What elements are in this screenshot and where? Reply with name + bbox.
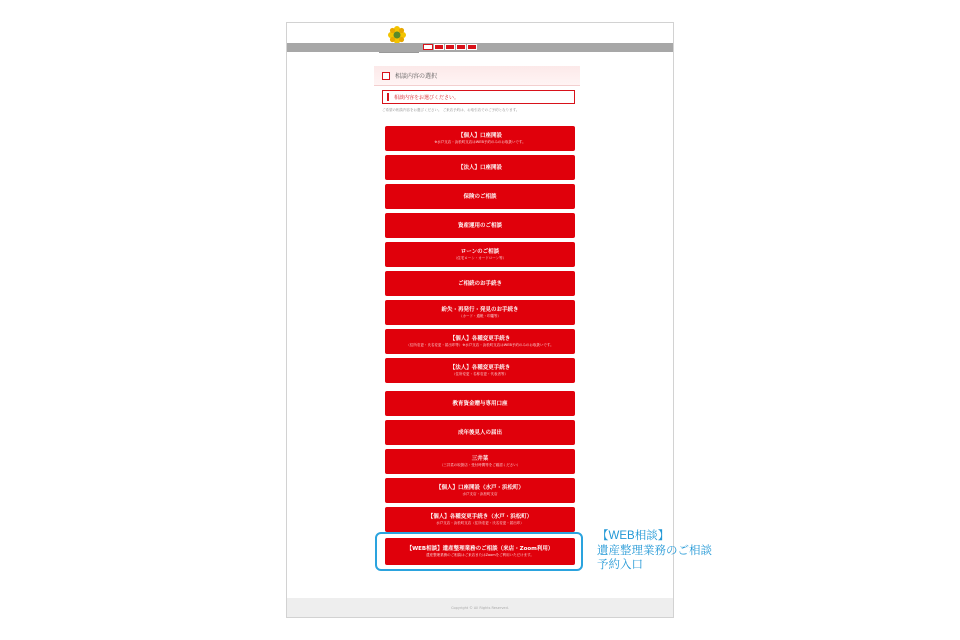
annotation-line-3: 予約入口: [597, 559, 643, 571]
progress-step: [434, 44, 444, 50]
menu-button-sublabel: ※水戸支店・浜松町支店はWEB予約のみのお取扱いです。: [434, 140, 526, 144]
annotation-line-1: 【WEB相談】: [597, 530, 670, 542]
menu-button[interactable]: [385, 126, 575, 151]
menu-button-label: 【法人】口座開設: [457, 164, 502, 171]
progress-step: [467, 44, 477, 50]
menu-button-label: ローンのご相談: [460, 249, 500, 255]
menu-button-label: 【個人】口座開設（水戸・浜松町）: [435, 485, 524, 491]
progress-step: [423, 44, 433, 50]
menu-button-label: 紛失・再発行・発見のお手続き: [441, 307, 519, 313]
menu-button[interactable]: [385, 184, 575, 209]
copyright-text: Copyright © All Rights Reserved.: [451, 605, 509, 610]
notice-text: 相談内容をお選びください。: [394, 94, 460, 101]
menu-button-sublabel: （カード・通帳・印鑑等）: [459, 314, 501, 318]
progress-step: [445, 44, 455, 50]
notice-bar-icon: [387, 93, 389, 101]
menu-button-sublabel: （住所変更・氏名変更・届出印等）※水戸支店・浜松町支店はWEB予約のみのお取扱いです。: [406, 343, 554, 347]
progress-steps: [423, 44, 477, 50]
menu-button[interactable]: [385, 329, 575, 354]
selection-notice: [382, 90, 575, 104]
menu-button[interactable]: [385, 507, 575, 532]
menu-button-label: 【法人】各種変更手続き: [449, 365, 511, 371]
footer: [287, 598, 673, 617]
menu-button-label: 【個人】口座開設: [457, 133, 502, 139]
menu-button-label: 【WEB相談】遺産整理業務のご相談（来店・Zoom利用）: [406, 546, 554, 552]
menu-button[interactable]: [385, 155, 575, 180]
menu-button-sublabel: 水戸支店・浜松町支店（住所変更・氏名変更・届出印）: [436, 521, 524, 525]
menu-button[interactable]: [385, 358, 575, 383]
menu-button[interactable]: [385, 391, 575, 416]
menu-button-label: 保険のご相談: [463, 193, 497, 200]
menu-button[interactable]: [385, 478, 575, 503]
menu-button-label: ご相続のお手続き: [457, 280, 502, 287]
section-title: 相談内容の選択: [395, 73, 438, 80]
menu-button-sublabel: （三井菜の取扱店・受付時間等をご確認ください）: [439, 463, 521, 467]
menu-button-label: 教育資金贈与専用口座: [452, 400, 508, 407]
highlight-frame: [375, 532, 583, 571]
menu-button[interactable]: [385, 449, 575, 474]
menu-button[interactable]: [385, 300, 575, 325]
section-heading: [374, 66, 580, 86]
menu-button-label: 成年後見人の届出: [457, 429, 502, 436]
menu-button-label: 【個人】各種変更手続き（水戸・浜松町）: [427, 514, 533, 520]
annotation-callout: [597, 529, 712, 573]
menu-button-label: 【個人】各種変更手続き: [449, 336, 511, 342]
annotation-line-2: 遺産整理業務のご相談: [597, 544, 712, 557]
menu-button-sublabel: 遺産整理業務のご相談はご来店またはZoomをご利用いただけます。: [426, 553, 534, 557]
progress-step: [456, 44, 466, 50]
menu-button[interactable]: [385, 242, 575, 267]
menu-button-label: 資産運用のご相談: [457, 222, 502, 229]
menu-button-sublabel: （住所変更・名称変更・代表者等）: [452, 372, 508, 376]
instruction-note: ご希望の相談内容をお選びください。 ご来店予約は、お取引店でのご予約となります。: [382, 108, 520, 112]
header-bar: [287, 43, 673, 52]
menu-button-sublabel: （住宅ローン・カードローン等）: [453, 256, 507, 260]
menu-button[interactable]: [385, 420, 575, 445]
menu-button[interactable]: [385, 271, 575, 296]
menu-button[interactable]: [385, 213, 575, 238]
menu-button-sublabel: 水戸支店・浜松町支店: [462, 492, 498, 496]
menu-button-label: 三井菜: [471, 456, 489, 462]
checkbox-icon: [382, 72, 390, 80]
